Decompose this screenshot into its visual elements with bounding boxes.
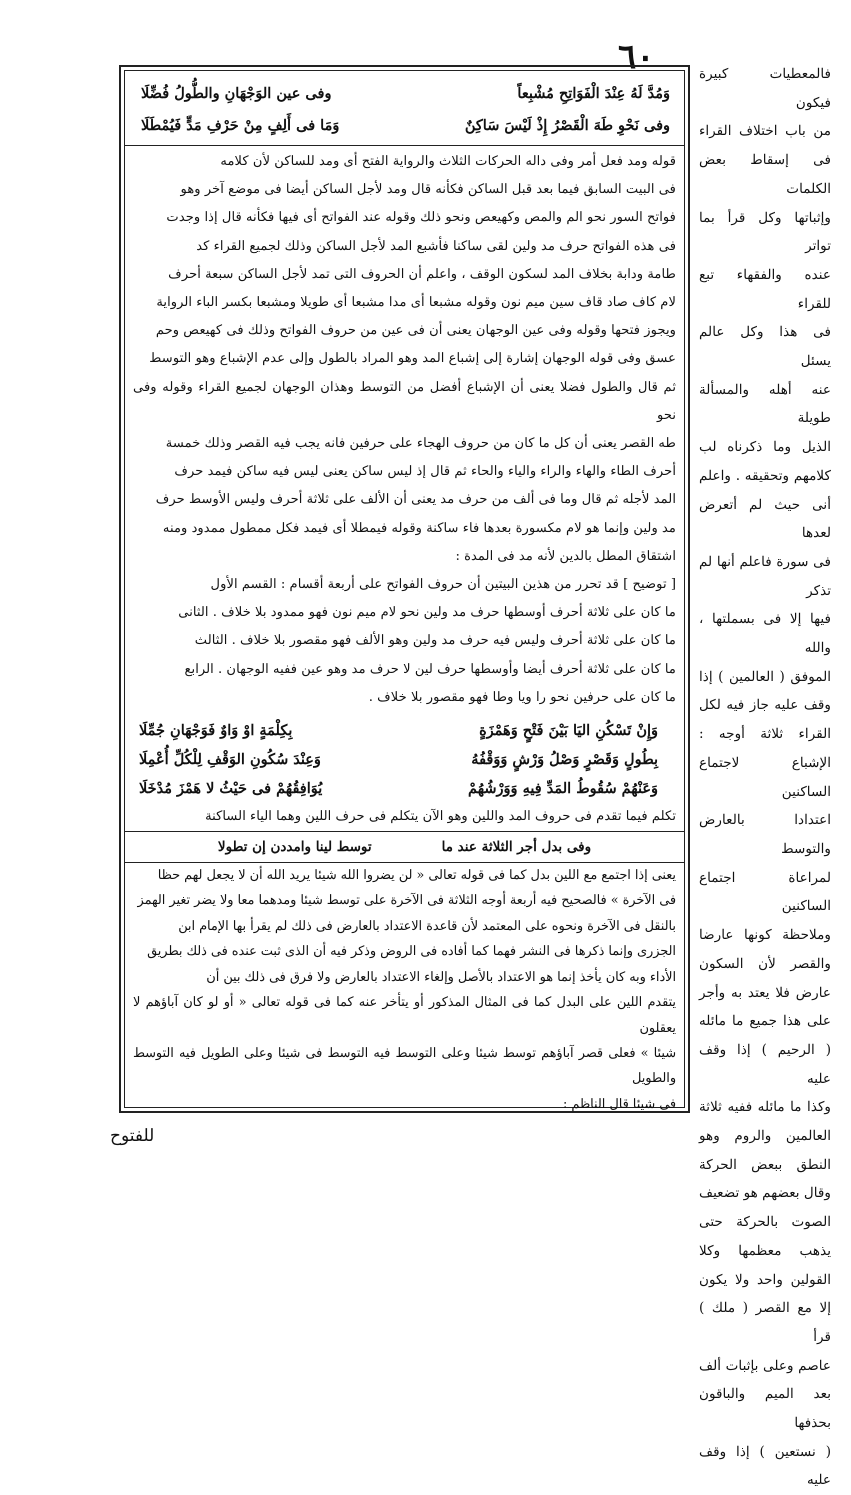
verse-hemistich-left: توسط لينا وامددن إن تطولا: [217, 839, 372, 856]
text-line: العالمين والروم وهو: [699, 1128, 831, 1145]
text-line: مد ولين وإنما هو لام مكسورة بعدها فاء ساكنة وقوله فيمطلا أى فيمد فكل ممطول ممدود ومنه: [162, 520, 676, 536]
text-line: عسق وفى قوله الوجهان إشارة إلى إشباع المد وهو المراد بالطول وإلى عدم الإشباع وهو التوسط: [149, 351, 676, 367]
text-line: يذهب معظمها وكلا: [699, 1242, 831, 1259]
text-line: الأداء وبه كان يأخذ إنما هو الاعتداد بالأصل وإلغاء الاعتداد بالعارض ولا فرق فى ذلك بين أن: [206, 969, 676, 985]
text-line: ( نستعين ) إذا وقف عليه: [699, 1443, 831, 1489]
verse-hemistich-left: يُوَافِقُهُمْ فى حَيْثُ لا هَمْزَ مُدْخَلَا: [139, 780, 323, 798]
main-text-body: [129, 73, 680, 1112]
verse-line: [139, 716, 658, 745]
text-line: بعد الميم والباقون بحذفها: [699, 1386, 831, 1432]
text-line: القولين واحد ولا يكون: [699, 1271, 831, 1288]
verse-hemistich-right: وفى نَحْوِ طَهَ الْقَصْرُ إِذْ لَيْسَ سَاكِنٌ: [464, 116, 670, 134]
text-line: ما كان على حرفين نحو را ويا وطا فهو مقصور بلا خلاف .: [368, 689, 676, 705]
text-line: ما كان على ثلاثة أحرف وليس فيه حرف مد ولين وهو الألف فهو مقصور بلا خلاف . الثالث: [194, 633, 676, 649]
text-line: الجزرى وإنما ذكرها فى النشر فهما كما أفاده فى الروض وذكر فيه أن الذى ثبت عنده فى ذلك بطريق: [147, 944, 676, 960]
text-line: فى الآخرة » فالصحيح فيه أربعة أوجه الثلاثة فى الآخرة على توسط شيئا ومدهما معا ولا يضر تغير الهمز: [137, 893, 676, 909]
sub-verse: [129, 832, 680, 862]
text-line: عارض فلا يعتد به وأجر: [699, 984, 831, 1001]
verse-hemistich-right: وَإِنْ تَسْكُنِ اليَا بَيْنَ فَتْحٍ وَهَمْزَةٍ: [479, 722, 658, 740]
text-line: شيئا » فعلى قصر آباؤهم توسط شيئا وعلى التوسط فيه التوسط فى شيئا وعلى الطويل فيه التوسط والطويل: [133, 1045, 676, 1087]
verse-line: [139, 774, 658, 803]
footer-catchword: للفتوح: [110, 1126, 155, 1146]
text-line: من باب اختلاف القراء: [699, 123, 831, 140]
text-line: المد لأجله ثم قال وما فى ألف من حرف مد يعنى أن الألف على ثلاثة أحرف وليس الأوسط حرف: [155, 492, 676, 508]
verse-line: [139, 745, 658, 774]
text-line: وإثباتها وكل قرأ بما تواتر: [699, 209, 831, 255]
text-line: فواتح السور نحو الم والمص وكهيعص ونحو ذلك وقوله عند الفواتح أى فيها فكأنه قال إذا وجدت: [166, 210, 676, 226]
text-line: بالنقل فى الآخرة ونحوه على المعتمد لأن قاعدة الاعتداد بالعارض فى ذلك لم يقرأ بها الإمام ابن: [178, 918, 676, 934]
text-line: وقال بعضهم هو تضعيف: [699, 1185, 831, 1202]
text-line: ما كان على ثلاثة أحرف أيضا وأوسطها حرف لين لا حرف مد وهو عين ففيه الوجهان . الرابع: [184, 661, 676, 677]
verse-hemistich-left: بِكِلْمَةٍ اوْ وَاوٌ فَوَجْهَانِ جُمِّلَا: [139, 722, 293, 740]
mid-verses: [129, 714, 680, 803]
text-line: أحرف الطاء والهاء والراء والياء والحاء ثم قال إذ ليس ساكن يعنى ليس فيه ساكن فيمد حرف: [174, 464, 676, 480]
text-line: فى سورة فاعلم أنها لم تذكر: [699, 553, 831, 599]
text-line: لمراعاة اجتماع الساكنين: [699, 869, 831, 915]
verse-hemistich-left: وَمَا فى أَلِفٍ مِنْ حَرْفِ مَدٍّ فَيُمْطَلَا: [141, 116, 340, 134]
text-line: طامة ودابة بخلاف المد لسكون الوقف ، واعلم أن الحروف التى تمد لأجل الساكن سبعة أحرف: [168, 266, 676, 282]
text-line: والقصر لأن السكون: [699, 955, 831, 972]
text-line: عاصم وعلى بإثبات ألف: [699, 1357, 831, 1374]
text-line: ( الرحيم ) إذا وقف عليه: [699, 1041, 831, 1087]
text-line: عنده والفقهاء تبع للقراء: [699, 266, 831, 312]
text-line: وملاحظة كونها عارضا: [699, 927, 831, 944]
verse-hemistich-right: وَمُدَّ لَهُ عِنْدَ الْفَوَاتِحِ مُشْبِعاً: [517, 84, 670, 102]
verse-hemistich-right: بِطُولٍ وَقَصْرٍ وَصْلُ وَرْشٍ وَوَقْفُهُ: [471, 751, 658, 769]
text-line: تكلم فيما تقدم فى حروف المد واللين وهو الآن يتكلم فى حرف اللين وهما الياء الساكنة: [205, 809, 676, 825]
verse-hemistich-right: وَعَنْهُمْ سُقُوطُ المَدِّ فِيهِ وَوَرْشُهُمْ: [468, 780, 658, 798]
text-line: يتقدم اللين على البدل كما فى المثال المذكور أو يتأخر عنه كما فى قوله تعالى « أو لو كان آباؤهم لا يعقلون: [133, 995, 676, 1036]
commentary-block: [129, 146, 680, 714]
commentary-transition: [129, 803, 680, 831]
text-line: وكذا ما مائله ففيه ثلاثة: [699, 1099, 831, 1116]
text-line: يعنى إذا اجتمع مع اللين بدل كما فى قوله تعالى « لن يضروا الله شيئا يريد الله أن لا يجعل لهم حظا: [157, 868, 676, 884]
text-line: على هذا جميع ما مائله: [699, 1013, 831, 1030]
text-line: فى هذا وكل عالم يسئل: [699, 324, 831, 370]
text-line: الموفق ( العالمين ) إذا: [699, 668, 831, 685]
verse-line: [141, 109, 670, 141]
verse-hemistich-right: وفى بدل أجر الثلاثة عند ما: [441, 839, 592, 856]
verse-hemistich-left: وَعِنْدَ سُكُونِ الوَقْفِ لِلْكُلِّ أُعْمِلَا: [139, 751, 321, 769]
text-line: أنى حيث لم أتعرض لعدها: [699, 496, 831, 542]
text-line: [ توضيح ] قد تحرر من هذين البيتين أن حروف الفواتح على أربعة أقسام : القسم الأول: [210, 577, 676, 593]
text-line: وقف عليه جاز فيه لكل: [699, 697, 831, 714]
text-line: الذيل وما ذكرناه لب: [699, 439, 831, 456]
text-line: كلامهم وتحقيقه . واعلم: [699, 467, 831, 484]
top-verses: [129, 73, 680, 145]
text-line: طه القصر يعنى أن كل ما كان من حروف الهجاء على حرفين فانه يجب فيه القصر وذلك خمسة: [165, 436, 676, 452]
text-line: لام كاف صاد قاف سين ميم نون وقوله مشبعا أى مدا مشبعا أى طويلا ومشبعا بكسر الباء الرواية: [156, 295, 676, 311]
text-line: فى البيت السابق فيما بعد قبل الساكن فكأنه قال ومد لأجل الساكن أيضا فى موضع آخر وهو: [180, 182, 676, 198]
text-line: اشتقاق المطل بالدين لأنه مد فى المدة :: [455, 548, 676, 564]
text-line: فالمعطيات كبيرة فيكون: [699, 66, 831, 111]
commentary-block-2: [129, 863, 680, 1117]
main-text-frame: [119, 65, 690, 1113]
text-line: اعتدادا بالعارض والتوسط: [699, 812, 831, 857]
page-number: ٦٠: [618, 37, 655, 77]
text-line: فيها إلا فى بسملتها ، والله: [699, 611, 831, 657]
text-line: النطق ببعض الحركة: [699, 1156, 831, 1173]
text-line: القراء ثلاثة أوجه :: [699, 726, 831, 743]
text-line: إلا مع القصر ( ملك ) قرأ: [699, 1300, 831, 1345]
text-line: الصوت بالحركة حتى: [699, 1214, 831, 1231]
text-line: عنه أهله والمسألة طويلة: [699, 381, 831, 427]
text-line: الإشباع لاجتماع الساكنين: [699, 754, 831, 800]
text-line: ثم قال والطول فضلا يعنى أن الإشباع أفضل من التوسط وهذان الوجهان لجميع القراء وقوله وفى نحو: [133, 379, 676, 423]
text-line: فى إسقاط بعض الكلمات: [699, 152, 831, 197]
verse-hemistich-left: وفى عين الوَجْهَانِ والطُّولُ فُضِّلَا: [141, 84, 332, 102]
text-line: ما كان على ثلاثة أحرف أوسطها حرف مد ولين نحو لام ميم نون فهو ممدود بلا خلاف . الثانى: [178, 605, 676, 621]
text-line: ويجوز فتحها وقوله وفى عين الوجهان يعنى أن فى عين من حروف الفواتح وذلك فى كهيعص وحم: [155, 323, 676, 339]
text-line: فى شيئا قال الناظم :: [563, 1096, 676, 1112]
verse-line: [141, 77, 670, 109]
margin-commentary: [699, 60, 831, 1489]
text-line: فى هذه الفواتح حرف مد ولين لقى ساكنا فأشبع المد لأجل الساكن وذلك لجميع القراء كد: [196, 238, 676, 254]
text-line: قوله ومد فعل أمر وفى داله الحركات الثلاث والرواية الفتح أى ومد للساكن لأن كلامه: [220, 154, 676, 169]
